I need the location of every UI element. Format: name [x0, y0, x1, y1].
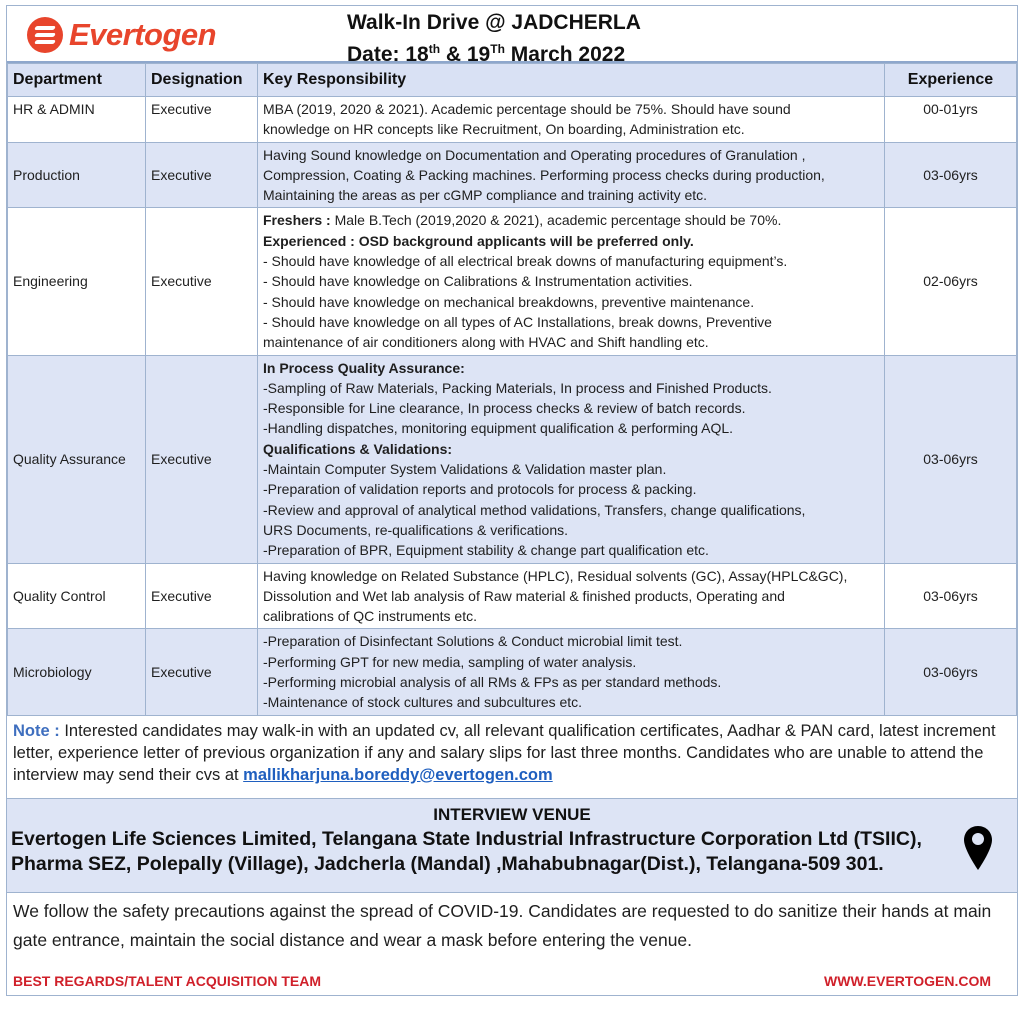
job-flyer [6, 5, 1018, 996]
responsibility-text: -Review and approval of analytical method validations, Transfers, change qualifications, [263, 501, 806, 518]
note-section [7, 716, 1017, 799]
responsibility-heading: Freshers : [263, 212, 331, 229]
responsibility-text: -Handling dispatches, monitoring equipment qualification & performing AQL. [263, 420, 734, 437]
designation-cell: Executive [146, 142, 258, 208]
responsibility-heading: In Process Quality Assurance: [263, 359, 465, 376]
covid-notice: We follow the safety precautions against the spread of COVID-19. Candidates are requested to do sanitize their hands at main gate entrance, maintain the social distance and wear a mask before entering the venue. [7, 893, 1017, 969]
responsibility-cell [258, 355, 885, 563]
responsibility-line [263, 418, 879, 438]
responsibility-text: Having knowledge on Related Substance (HPLC), Residual solvents (GC), Assay(HPLC&GC), [263, 567, 848, 584]
responsibility-line [263, 332, 879, 352]
date-prefix: Date: 18 [347, 43, 429, 66]
event-date [347, 36, 641, 68]
table-row [8, 355, 1017, 563]
experience-cell: 03-06yrs [885, 142, 1017, 208]
designation-cell: Executive [146, 563, 258, 629]
responsibility-cell [258, 142, 885, 208]
department-cell: Engineering [8, 208, 146, 355]
column-header-experience: Experience [885, 64, 1017, 97]
title-block [347, 10, 641, 68]
responsibility-line [263, 672, 879, 692]
responsibility-line [263, 398, 879, 418]
responsibility-text: Maintaining the areas as per cGMP compliance and training activity etc. [263, 187, 708, 204]
date-mid: & 19 [440, 43, 491, 66]
venue-address-line-2: Pharma SEZ, Polepally (Village), Jadcherla (Mandal) ,Mahabubnagar(Dist.), Telangana-509 301. [11, 852, 884, 875]
brand-name: Evertogen [69, 17, 217, 52]
experience-cell: 02-06yrs [885, 208, 1017, 355]
map-pin-icon [963, 825, 993, 871]
positions-table [7, 63, 1017, 716]
flyer-footer [7, 969, 1017, 995]
responsibility-text: -Maintain Computer System Validations & Validation master plan. [263, 461, 667, 478]
responsibility-line [263, 251, 879, 271]
responsibility-text: knowledge on HR concepts like Recruitment, On boarding, Administration etc. [263, 121, 745, 138]
experience-cell: 00-01yrs [885, 97, 1017, 143]
responsibility-line [263, 165, 879, 185]
responsibility-line [263, 459, 879, 479]
responsibility-line [263, 439, 879, 459]
responsibility-line [263, 520, 879, 540]
experience-cell: 03-06yrs [885, 563, 1017, 629]
table-row [8, 142, 1017, 208]
responsibility-line [263, 358, 879, 378]
column-header-designation: Designation [146, 64, 258, 97]
responsibility-cell [258, 563, 885, 629]
responsibility-heading: Experienced : OSD background applicants will be preferred only. [263, 232, 694, 249]
responsibility-text: -Preparation of Disinfectant Solutions & Conduct microbial limit test. [263, 633, 683, 650]
responsibility-line [263, 231, 879, 251]
responsibility-text: -Sampling of Raw Materials, Packing Materials, In process and Finished Products. [263, 379, 772, 396]
responsibility-cell [258, 208, 885, 355]
responsibility-line [263, 292, 879, 312]
table-row [8, 97, 1017, 143]
flyer-header [7, 6, 1017, 66]
note-text: Interested candidates may walk-in with an updated cv, all relevant qualification certificates, Aadhar & PAN card, latest increment letter, experience letter of previous organization if any and salary slips for last three months. Candidates who are unable to attend the interview may send their cvs at [13, 721, 996, 784]
responsibility-text: -Maintenance of stock cultures and subcultures etc. [263, 694, 583, 711]
responsibility-text: -Preparation of BPR, Equipment stability & change part qualification etc. [263, 542, 709, 559]
responsibility-text: -Performing GPT for new media, sampling of water analysis. [263, 653, 637, 670]
column-header-key-responsibility: Key Responsibility [258, 64, 885, 97]
responsibility-line [263, 99, 879, 119]
responsibility-text: calibrations of QC instruments etc. [263, 608, 477, 625]
column-header-department: Department [8, 64, 146, 97]
responsibility-text: Male B.Tech (2019,2020 & 2021), academic percentage should be 70%. [330, 212, 782, 229]
venue-address-line-1: Evertogen Life Sciences Limited, Telangana State Industrial Infrastructure Corporation Ltd (TSIIC), [11, 827, 922, 850]
department-cell: Production [8, 142, 146, 208]
responsibility-text: Having Sound knowledge on Documentation and Operating procedures of Granulation , [263, 146, 806, 163]
footer-website[interactable]: WWW.EVERTOGEN.COM [824, 972, 991, 989]
responsibility-line [263, 586, 879, 606]
experience-cell: 03-06yrs [885, 355, 1017, 563]
page-title: Walk-In Drive @ JADCHERLA [347, 11, 641, 34]
date-suffix: March 2022 [504, 43, 626, 66]
brand-logo [27, 17, 216, 53]
responsibility-line [263, 566, 879, 586]
date-sup-2: Th [490, 42, 505, 56]
responsibility-line [263, 631, 879, 651]
evertogen-logo-icon [27, 17, 63, 53]
experience-cell: 03-06yrs [885, 629, 1017, 715]
responsibility-text: -Performing microbial analysis of all RMs & FPs as per standard methods. [263, 674, 722, 691]
responsibility-heading: Qualifications & Validations: [263, 440, 453, 457]
designation-cell: Executive [146, 208, 258, 355]
table-row [8, 629, 1017, 715]
responsibility-text: -Responsible for Line clearance, In process checks & review of batch records. [263, 400, 746, 417]
responsibility-text: -Preparation of validation reports and protocols for process & packing. [263, 481, 697, 498]
designation-cell: Executive [146, 97, 258, 143]
responsibility-text: - Should have knowledge on all types of AC Installations, break downs, Preventive [263, 313, 772, 330]
responsibility-line [263, 652, 879, 672]
department-cell: Quality Assurance [8, 355, 146, 563]
designation-cell: Executive [146, 355, 258, 563]
responsibility-text: - Should have knowledge on Calibrations & Instrumentation activities. [263, 273, 693, 290]
responsibility-cell [258, 97, 885, 143]
table-row [8, 208, 1017, 355]
responsibility-text: maintenance of air conditioners along with HVAC and Shift handling etc. [263, 334, 709, 351]
table-header-row [8, 64, 1017, 97]
responsibility-text: URS Documents, re-qualifications & verifications. [263, 521, 569, 538]
responsibility-line [263, 606, 879, 626]
department-cell: Microbiology [8, 629, 146, 715]
department-cell: Quality Control [8, 563, 146, 629]
department-cell: HR & ADMIN [8, 97, 146, 143]
responsibility-line [263, 500, 879, 520]
note-label: Note : [13, 721, 60, 740]
responsibility-text: - Should have knowledge on mechanical breakdowns, preventive maintenance. [263, 293, 755, 310]
responsibility-text: - Should have knowledge of all electrical break downs of manufacturing equipment’s. [263, 253, 788, 270]
responsibility-line [263, 692, 879, 712]
responsibility-line [263, 145, 879, 165]
footer-regards: BEST REGARDS/TALENT ACQUISITION TEAM [13, 972, 321, 989]
responsibility-line [263, 119, 879, 139]
responsibility-line [263, 210, 879, 230]
date-sup-1: th [428, 42, 441, 56]
responsibility-line [263, 479, 879, 499]
responsibility-cell [258, 629, 885, 715]
venue-address [7, 825, 1017, 877]
venue-title: INTERVIEW VENUE [433, 804, 591, 824]
responsibility-text: Dissolution and Wet lab analysis of Raw material & finished products, Operating and [263, 587, 785, 604]
responsibility-text: MBA (2019, 2020 & 2021). Academic percentage should be 75%. Should have sound [263, 101, 791, 117]
table-row [8, 563, 1017, 629]
responsibility-line [263, 378, 879, 398]
contact-email-link[interactable]: mallikharjuna.boreddy@evertogen.com [243, 765, 553, 784]
interview-venue-section [7, 799, 1017, 893]
responsibility-line [263, 185, 879, 205]
designation-cell: Executive [146, 629, 258, 715]
responsibility-line [263, 271, 879, 291]
responsibility-text: Compression, Coating & Packing machines. Performing process checks during production, [263, 166, 825, 183]
responsibility-line [263, 540, 879, 560]
responsibility-line [263, 312, 879, 332]
